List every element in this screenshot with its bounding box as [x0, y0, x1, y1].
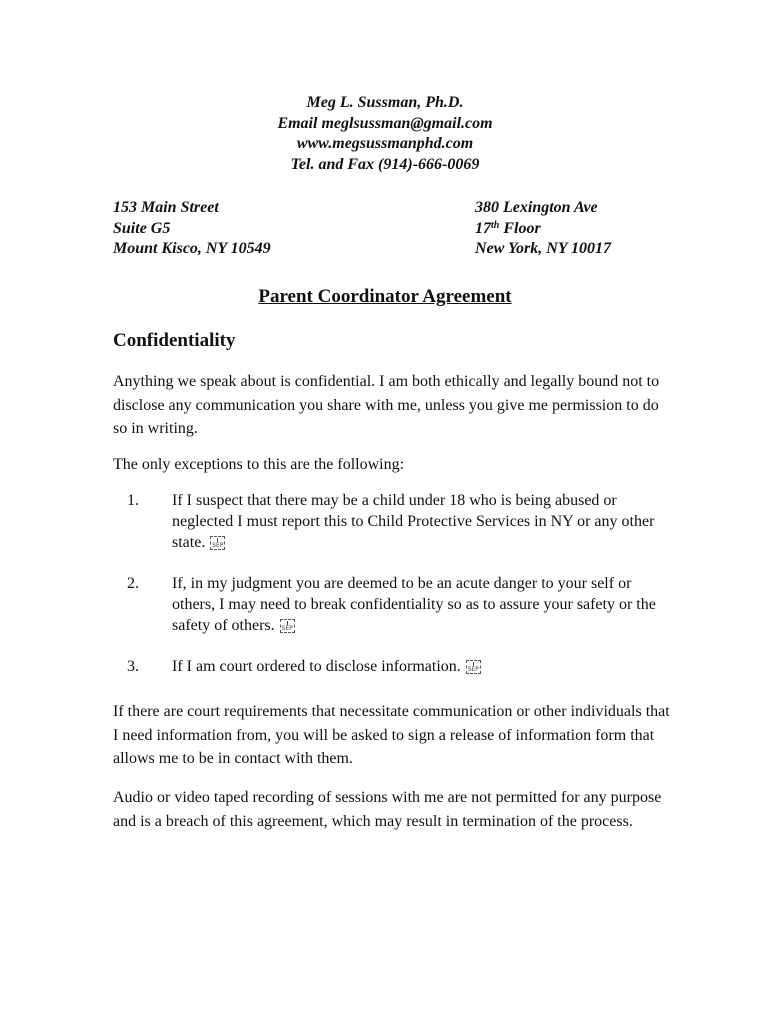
exception-text-wrap: [172, 656, 672, 677]
exception-number: 1.: [127, 492, 139, 509]
address-left-line1: 153 Main Street: [113, 199, 219, 216]
address-left-line3: Mount Kisco, NY 10549: [113, 240, 271, 257]
address-right-line1: 380 Lexington Ave: [475, 199, 598, 216]
floor-label: Floor: [499, 219, 541, 237]
exception-text: If I am court ordered to disclose information.: [172, 658, 461, 675]
letterhead: [0, 93, 770, 175]
recording-paragraph: Audio or video taped recording of sessions with me are not permitted for any purpose and is a breach of this agreement, which may result in termination of the process.: [113, 789, 662, 830]
letterhead-phone: Tel. and Fax (914)-666-0069: [290, 155, 480, 173]
document-title: Parent Coordinator Agreement: [258, 286, 512, 307]
section-heading: Confidentiality: [113, 330, 236, 351]
intro-paragraph: Anything we speak about is confidential. I am both ethically and legally bound not to disclose any communication you share with me, unless you give me permission to do so in writing.: [113, 373, 660, 437]
letterhead-name: Meg L. Sussman, Ph.D.: [306, 94, 464, 111]
floor-number: 17: [475, 219, 491, 237]
exception-text-wrap: [172, 490, 672, 553]
exceptions-intro: The only exceptions to this are the following:: [113, 456, 405, 473]
exception-text-wrap: [172, 573, 672, 636]
letterhead-website: www.megsussmanphd.com: [296, 135, 474, 152]
floor-ordinal-suffix: th: [491, 219, 500, 231]
address-right-line2: [475, 219, 611, 240]
court-paragraph: If there are court requirements that necessitate communication or other individuals that I need information from, you will be asked to sign a release of information form that allows me to be in contact with them.: [113, 703, 670, 767]
exception-number: 3.: [127, 658, 139, 675]
address-left-line2: Suite G5: [113, 219, 171, 237]
address-right: [475, 198, 611, 260]
address-right-line3: New York, NY 10017: [475, 240, 611, 257]
exception-text: If I suspect that there may be a child under 18 who is being abused or neglected I must report this to Child Protective Services in NY or any other state.: [172, 492, 655, 551]
exception-number: 2.: [127, 575, 139, 592]
sep-glyph-icon: [280, 619, 295, 633]
exception-text: If, in my judgment you are deemed to be an acute danger to your self or others, I may need to break confidentiality so as to assure your safety or the safety of others.: [172, 575, 656, 634]
letterhead-email: Email meglsussman@gmail.com: [277, 114, 493, 132]
sep-glyph-icon: [210, 536, 225, 550]
address-left: [113, 198, 271, 260]
sep-glyph-icon: [466, 660, 481, 674]
